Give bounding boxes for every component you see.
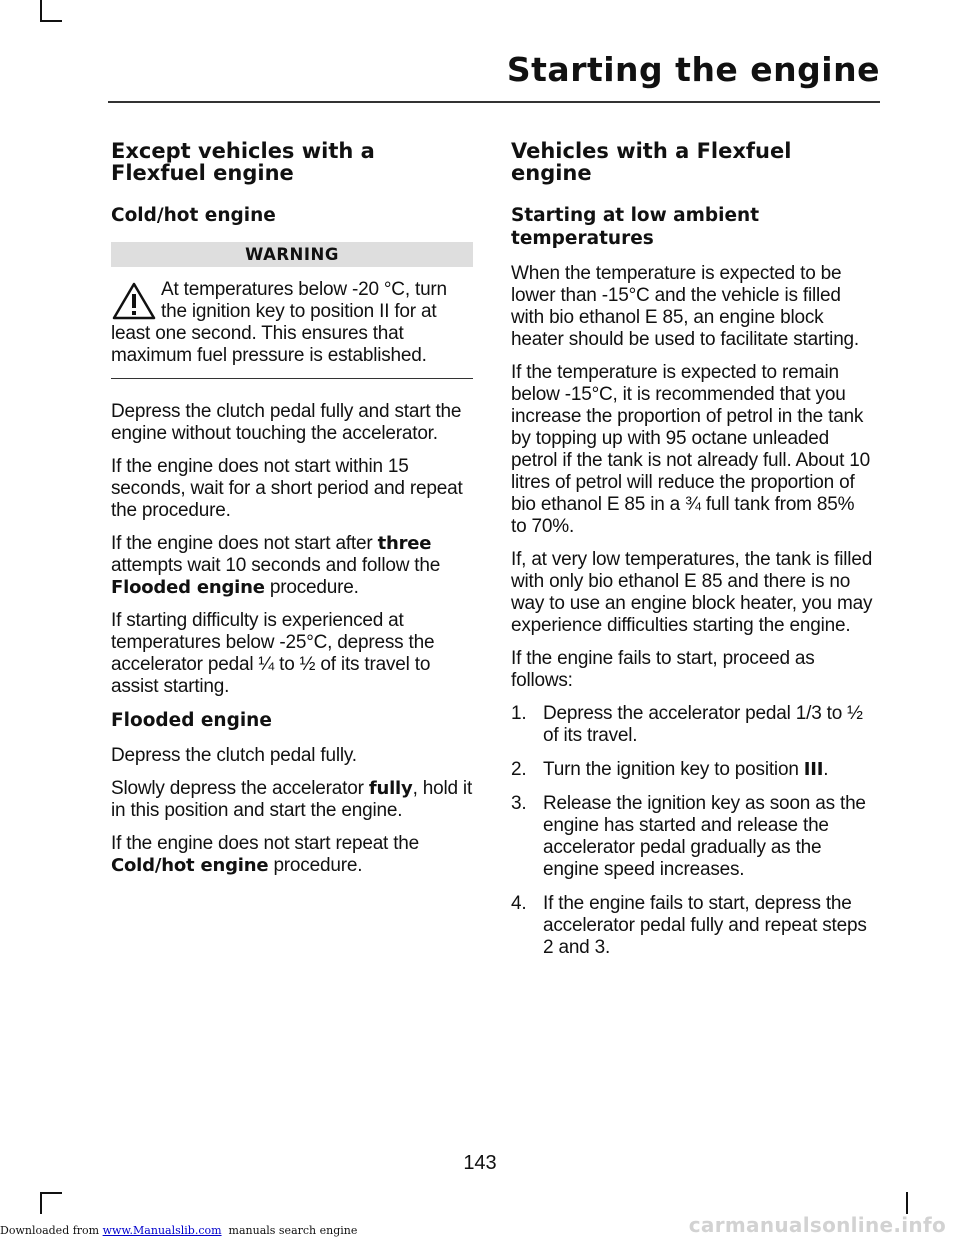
crop-mark-top-left-v: [40, 0, 42, 22]
warning-label: WARNING: [111, 242, 473, 267]
paragraph: If the temperature is expected to remain below -15°C, it is recommended that you increase the proportion of petrol in the tank by topping up with 95 octane unleaded petrol if the tank is not already full. About 10 litres of petrol will reduce the proportion of bio ethanol E 85 in a ¾ full tank from 85% to 70%.: [511, 362, 871, 537]
warning-text: At temperatures below -20 °C, turn the ignition key to position II for at least one second. This ensures that maximum fuel pressure is established.: [111, 279, 447, 366]
paragraph: If, at very low temperatures, the tank is filled with only bio ethanol E 85 and there is no way to use an engine block heater, you may experience difficulties starting the engine.: [511, 549, 873, 636]
subheading-flooded-engine: Flooded engine: [111, 710, 272, 731]
paragraph: Depress the clutch pedal fully.: [111, 745, 357, 766]
paragraph: Depress the clutch pedal fully and start the engine without touching the accelerator.: [111, 401, 462, 444]
subheading-cold-hot-engine: Cold/hot engine: [111, 205, 276, 226]
paragraph: If the engine does not start repeat the Cold/hot engine procedure.: [111, 833, 420, 876]
list-item: 4. If the engine fails to start, depress the accelerator pedal fully and repeat steps 2 and 3.: [511, 893, 867, 958]
subheading-low-ambient: Starting at low ambient temperatures: [511, 205, 760, 249]
section-heading-except-flexfuel: Except vehicles with a Flexfuel engine: [111, 139, 375, 185]
warning-divider: [111, 378, 473, 379]
watermark: carmanualsonline.info: [688, 1213, 946, 1237]
emphasis-three: three: [377, 533, 432, 554]
section-heading-flexfuel: Vehicles with a Flexfuel engine: [511, 139, 792, 185]
paragraph: If the engine does not start within 15 seconds, wait for a short period and repeat the procedure.: [111, 456, 463, 521]
warning-box: [111, 279, 473, 367]
steps-list: [511, 703, 873, 959]
crop-mark-bottom-left-v: [40, 1192, 42, 1214]
paragraph: Slowly depress the accelerator fully, hold it in this position and start the engine.: [111, 778, 473, 821]
list-item: 1. Depress the accelerator pedal 1/3 to ½ of its travel.: [511, 703, 863, 746]
warning-triangle-icon: [111, 281, 157, 321]
footer-download-note: Downloaded from www.Manualslib.com manuals search engine: [0, 1224, 358, 1237]
right-column: [511, 140, 873, 971]
crop-mark-bottom-right-v: [906, 1192, 908, 1214]
emphasis-cold-hot-engine: Cold/hot engine: [111, 855, 269, 876]
emphasis-flooded-engine: Flooded engine: [111, 577, 265, 598]
crop-mark-top-left-h: [40, 20, 62, 22]
paragraph: If the engine fails to start, proceed as follows:: [511, 648, 815, 691]
crop-mark-bottom-left-h: [40, 1192, 62, 1194]
title-divider: [108, 101, 880, 103]
manualslib-link[interactable]: www.Manualslib.com: [102, 1224, 222, 1237]
list-item: 2. Turn the ignition key to position III.: [511, 759, 829, 780]
emphasis-position-iii: III: [803, 759, 824, 780]
list-item: 3. Release the ignition key as soon as the engine has started and release the accelerator pedal gradually as the engine speed increases.: [511, 793, 866, 880]
paragraph: If the engine does not start after three attempts wait 10 seconds and follow the Flooded engine procedure.: [111, 533, 441, 598]
left-column: [111, 140, 473, 888]
paragraph: When the temperature is expected to be lower than -15°C and the vehicle is filled with bio ethanol E 85, an engine block heater should be used to facilitate starting.: [511, 263, 860, 350]
page-number: 143: [463, 1152, 497, 1174]
page-title: Starting the engine: [506, 50, 880, 89]
emphasis-fully: fully: [368, 778, 413, 799]
paragraph: If starting difficulty is experienced at temperatures below -25°C, depress the accelerator pedal ¼ to ½ of its travel to assist starting.: [111, 610, 435, 697]
